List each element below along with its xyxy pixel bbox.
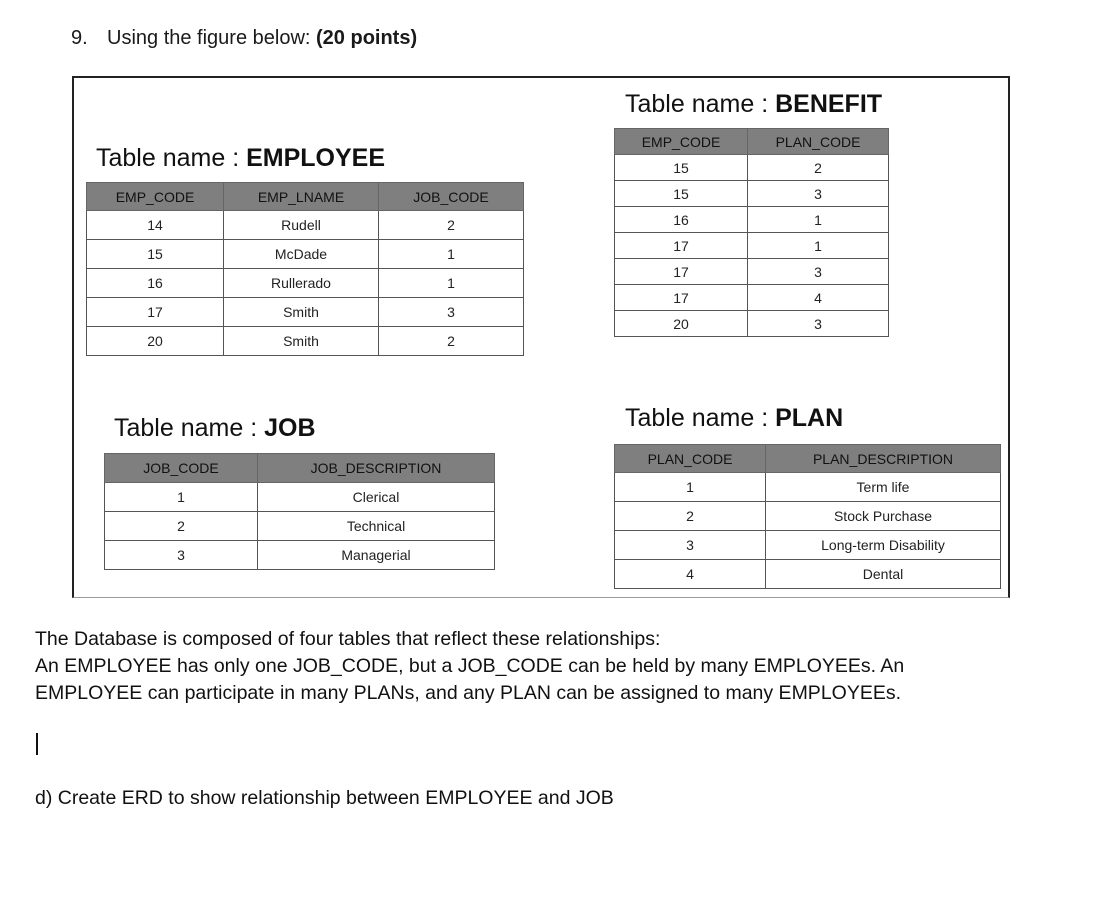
table-label-prefix: Table name : — [96, 144, 240, 172]
table-cell: 3 — [748, 311, 889, 337]
table-cell: Managerial — [258, 541, 495, 570]
table-cell: 20 — [615, 311, 748, 337]
table-cell: 4 — [748, 285, 889, 311]
employee-table — [86, 182, 524, 356]
table-cell: 17 — [615, 285, 748, 311]
table-row — [105, 541, 495, 570]
question-number: 9. — [71, 27, 88, 49]
table-cell: 14 — [87, 211, 224, 240]
column-header: JOB_CODE — [379, 183, 524, 211]
plan-table — [614, 444, 1001, 589]
table-cell: 3 — [748, 259, 889, 285]
column-header: PLAN_CODE — [615, 445, 766, 473]
table-row — [87, 240, 524, 269]
table-cell: McDade — [224, 240, 379, 269]
table-cell: Stock Purchase — [766, 502, 1001, 531]
table-label-prefix: Table name : — [114, 414, 258, 442]
table-label-prefix: Table name : — [625, 90, 769, 118]
table-cell: 2 — [105, 512, 258, 541]
table-cell: 4 — [615, 560, 766, 589]
table-cell: Long-term Disability — [766, 531, 1001, 560]
table-cell: 17 — [615, 259, 748, 285]
table-row — [105, 483, 495, 512]
plan-table-title — [625, 404, 843, 433]
table-row — [615, 207, 889, 233]
employee-table-title — [96, 144, 385, 173]
column-header: PLAN_DESCRIPTION — [766, 445, 1001, 473]
table-row — [615, 259, 889, 285]
column-header: JOB_DESCRIPTION — [258, 454, 495, 483]
table-cell: 2 — [748, 155, 889, 181]
relationship-description — [35, 626, 904, 707]
table-cell: 15 — [615, 155, 748, 181]
column-header: JOB_CODE — [105, 454, 258, 483]
table-cell: 2 — [615, 502, 766, 531]
table-row — [87, 269, 524, 298]
description-line: The Database is composed of four tables that reflect these relationships: — [35, 628, 661, 650]
employee-table-name: EMPLOYEE — [246, 144, 386, 172]
job-table — [104, 453, 495, 570]
table-row — [615, 233, 889, 259]
job-table-title — [114, 414, 316, 443]
column-header: PLAN_CODE — [748, 129, 889, 155]
table-cell: Term life — [766, 473, 1001, 502]
table-cell: 1 — [379, 269, 524, 298]
table-cell: 2 — [379, 211, 524, 240]
table-cell: Clerical — [258, 483, 495, 512]
table-cell: Rudell — [224, 211, 379, 240]
table-cell: 1 — [379, 240, 524, 269]
table-cell: 16 — [615, 207, 748, 233]
table-cell: 17 — [615, 233, 748, 259]
table-row — [87, 327, 524, 356]
table-row — [615, 473, 1001, 502]
table-row — [615, 531, 1001, 560]
benefit-table — [614, 128, 889, 337]
table-cell: 17 — [87, 298, 224, 327]
table-cell: Technical — [258, 512, 495, 541]
figure-box — [72, 76, 1010, 598]
table-cell: 1 — [105, 483, 258, 512]
column-header: EMP_CODE — [87, 183, 224, 211]
table-cell: Smith — [224, 327, 379, 356]
description-line: EMPLOYEE can participate in many PLANs, and any PLAN can be assigned to many EMPLOYEEs. — [35, 682, 902, 704]
table-cell: Rullerado — [224, 269, 379, 298]
table-cell: 1 — [748, 207, 889, 233]
table-cell: 2 — [379, 327, 524, 356]
table-row — [87, 211, 524, 240]
table-cell: 3 — [379, 298, 524, 327]
table-cell: Smith — [224, 298, 379, 327]
table-cell: 3 — [615, 531, 766, 560]
table-row — [615, 560, 1001, 589]
column-header: EMP_LNAME — [224, 183, 379, 211]
benefit-table-title — [625, 90, 882, 119]
question-text: Using the figure below: — [107, 27, 311, 49]
table-row — [615, 502, 1001, 531]
table-cell: 1 — [748, 233, 889, 259]
plan-table-name: PLAN — [775, 404, 844, 432]
table-row — [615, 285, 889, 311]
table-cell: 16 — [87, 269, 224, 298]
table-row — [87, 298, 524, 327]
table-cell: 20 — [87, 327, 224, 356]
text-cursor — [36, 733, 38, 755]
table-cell: 3 — [748, 181, 889, 207]
table-label-prefix: Table name : — [625, 404, 769, 432]
question-points: (20 points) — [316, 27, 418, 49]
table-row — [105, 512, 495, 541]
job-table-name: JOB — [264, 414, 316, 442]
question-heading — [71, 27, 417, 50]
task-prompt: d) Create ERD to show relationship between EMPLOYEE and JOB — [35, 787, 614, 809]
table-cell: Dental — [766, 560, 1001, 589]
table-cell: 15 — [615, 181, 748, 207]
table-row — [615, 181, 889, 207]
column-header: EMP_CODE — [615, 129, 748, 155]
table-cell: 15 — [87, 240, 224, 269]
table-row — [615, 311, 889, 337]
table-row — [615, 155, 889, 181]
description-line: An EMPLOYEE has only one JOB_CODE, but a JOB_CODE can be held by many EMPLOYEEs. An — [35, 655, 905, 677]
table-cell: 1 — [615, 473, 766, 502]
benefit-table-name: BENEFIT — [775, 90, 883, 118]
table-cell: 3 — [105, 541, 258, 570]
